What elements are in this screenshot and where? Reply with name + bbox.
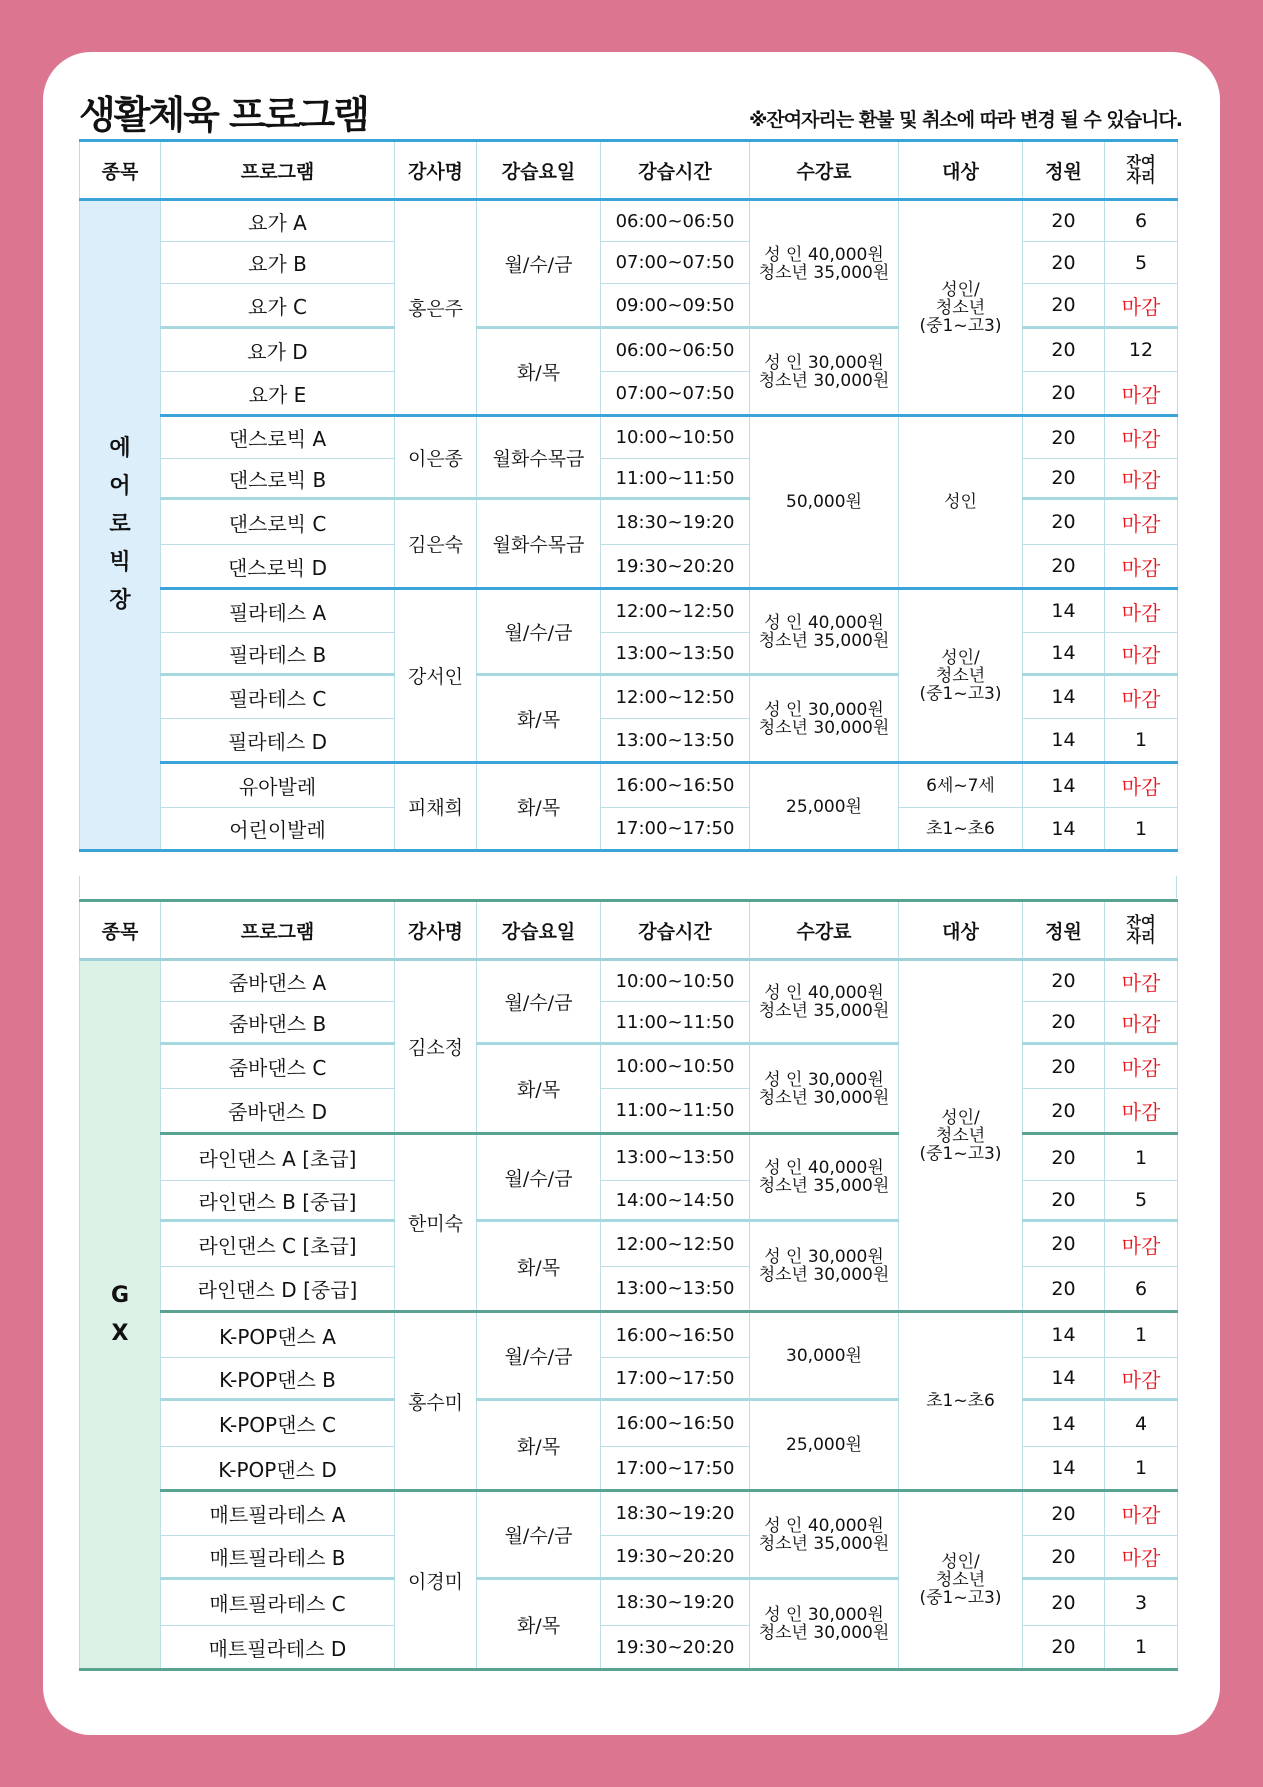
remaining-seats: 6 — [1105, 200, 1178, 242]
class-target: 6세~7세 — [899, 763, 1023, 808]
class-fee: 성 인 30,000원 청소년 30,000원 — [750, 1221, 899, 1312]
capacity: 20 — [1023, 372, 1105, 416]
capacity: 20 — [1023, 284, 1105, 328]
program-name: 매트필라테스 C — [161, 1579, 395, 1626]
remaining-seats: 마감 — [1105, 372, 1178, 416]
remaining-seats: 1 — [1105, 808, 1178, 851]
remaining-seats: 마감 — [1105, 1358, 1178, 1400]
program-name: 요가 A — [161, 200, 395, 242]
class-target: 초1~초6 — [899, 1312, 1023, 1491]
class-fee: 성 인 40,000원 청소년 35,000원 — [750, 200, 899, 328]
header-capacity: 정원 — [1023, 901, 1105, 960]
program-name: 필라테스 B — [161, 633, 395, 675]
remaining-seats: 마감 — [1105, 1002, 1178, 1044]
class-target: 성인/ 청소년 (중1~고3) — [899, 200, 1023, 416]
program-name: 댄스로빅 D — [161, 545, 395, 589]
capacity: 20 — [1023, 1491, 1105, 1536]
class-time: 18:30~19:20 — [601, 499, 750, 545]
program-name: 라인댄스 B [중급] — [161, 1181, 395, 1221]
remaining-seats: 5 — [1105, 242, 1178, 284]
class-days: 화/목 — [477, 1579, 601, 1670]
class-days: 월/수/금 — [477, 1134, 601, 1221]
class-time: 10:00~10:50 — [601, 416, 750, 459]
class-fee: 성 인 40,000원 청소년 35,000원 — [750, 1134, 899, 1221]
class-fee: 성 인 30,000원 청소년 30,000원 — [750, 1579, 899, 1670]
class-time: 14:00~14:50 — [601, 1181, 750, 1221]
instructor-name: 김은숙 — [395, 499, 477, 589]
header-days: 강습요일 — [477, 141, 601, 200]
class-time: 17:00~17:50 — [601, 808, 750, 851]
capacity: 14 — [1023, 633, 1105, 675]
class-time: 06:00~06:50 — [601, 200, 750, 242]
class-days: 월/수/금 — [477, 1312, 601, 1400]
header-time: 강습시간 — [601, 901, 750, 960]
class-time: 13:00~13:50 — [601, 1134, 750, 1181]
class-days: 월화수목금 — [477, 499, 601, 589]
header-fee: 수강료 — [750, 141, 899, 200]
program-name: 줌바댄스 B — [161, 1002, 395, 1044]
program-name: K-POP댄스 B — [161, 1358, 395, 1400]
class-fee: 성 인 30,000원 청소년 30,000원 — [750, 328, 899, 416]
program-name: 라인댄스 C [초급] — [161, 1221, 395, 1267]
program-name: 필라테스 A — [161, 589, 395, 633]
header-category: 종목 — [80, 901, 161, 960]
header-fee: 수강료 — [750, 901, 899, 960]
class-fee: 성 인 40,000원 청소년 35,000원 — [750, 1491, 899, 1579]
class-days: 월/수/금 — [477, 200, 601, 328]
class-time: 10:00~10:50 — [601, 960, 750, 1002]
class-days: 월/수/금 — [477, 589, 601, 675]
class-time: 06:00~06:50 — [601, 328, 750, 372]
class-time: 13:00~13:50 — [601, 719, 750, 763]
header-target: 대상 — [899, 141, 1023, 200]
header-time: 강습시간 — [601, 141, 750, 200]
program-name: 필라테스 C — [161, 675, 395, 719]
table-row — [80, 200, 1178, 242]
capacity: 20 — [1023, 416, 1105, 459]
class-fee: 25,000원 — [750, 763, 899, 851]
program-name: 라인댄스 D [중급] — [161, 1267, 395, 1312]
class-target: 성인/ 청소년 (중1~고3) — [899, 1491, 1023, 1670]
class-time: 18:30~19:20 — [601, 1491, 750, 1536]
header-capacity: 정원 — [1023, 141, 1105, 200]
class-target: 성인 — [899, 416, 1023, 589]
table-row — [80, 1491, 1178, 1536]
table-header — [80, 141, 1178, 200]
remaining-seats: 마감 — [1105, 1491, 1178, 1536]
class-time: 10:00~10:50 — [601, 1044, 750, 1089]
class-time: 12:00~12:50 — [601, 675, 750, 719]
class-time: 12:00~12:50 — [601, 1221, 750, 1267]
program-name: 유아발레 — [161, 763, 395, 808]
capacity: 20 — [1023, 1626, 1105, 1670]
category-gx: G X — [80, 960, 161, 1670]
program-name: 요가 E — [161, 372, 395, 416]
class-time: 16:00~16:50 — [601, 1312, 750, 1358]
class-target: 초1~초6 — [899, 808, 1023, 851]
class-days: 화/목 — [477, 1221, 601, 1312]
gx-schedule-table — [79, 899, 1178, 1671]
capacity: 20 — [1023, 1221, 1105, 1267]
remaining-seats: 마감 — [1105, 499, 1178, 545]
capacity: 20 — [1023, 242, 1105, 284]
class-days: 월/수/금 — [477, 1491, 601, 1579]
program-name: 요가 D — [161, 328, 395, 372]
capacity: 14 — [1023, 1358, 1105, 1400]
class-target: 성인/ 청소년 (중1~고3) — [899, 589, 1023, 763]
instructor-name: 강서인 — [395, 589, 477, 763]
program-name: 요가 C — [161, 284, 395, 328]
instructor-name: 이은종 — [395, 416, 477, 499]
remaining-seats: 마감 — [1105, 545, 1178, 589]
remaining-seats: 마감 — [1105, 1044, 1178, 1089]
program-name: 줌바댄스 A — [161, 960, 395, 1002]
remaining-seats: 마감 — [1105, 960, 1178, 1002]
class-time: 17:00~17:50 — [601, 1447, 750, 1491]
program-name: 어린이발레 — [161, 808, 395, 851]
remaining-seats: 4 — [1105, 1400, 1178, 1447]
instructor-name: 한미숙 — [395, 1134, 477, 1312]
class-days: 화/목 — [477, 763, 601, 851]
remaining-seats: 마감 — [1105, 1089, 1178, 1134]
table-row — [80, 1312, 1178, 1358]
program-name: 필라테스 D — [161, 719, 395, 763]
class-fee: 성 인 40,000원 청소년 35,000원 — [750, 960, 899, 1044]
program-name: K-POP댄스 D — [161, 1447, 395, 1491]
program-name: 댄스로빅 A — [161, 416, 395, 459]
class-fee: 30,000원 — [750, 1312, 899, 1400]
header-remaining: 잔여 자리 — [1105, 901, 1178, 960]
capacity: 20 — [1023, 328, 1105, 372]
instructor-name: 김소정 — [395, 960, 477, 1134]
class-time: 09:00~09:50 — [601, 284, 750, 328]
header-remaining: 잔여 자리 — [1105, 141, 1178, 200]
header-instructor: 강사명 — [395, 901, 477, 960]
table-row — [80, 416, 1178, 459]
header-program: 프로그램 — [161, 141, 395, 200]
class-time: 18:30~19:20 — [601, 1579, 750, 1626]
class-fee: 성 인 40,000원 청소년 35,000원 — [750, 589, 899, 675]
capacity: 20 — [1023, 1536, 1105, 1579]
program-name: 매트필라테스 B — [161, 1536, 395, 1579]
remaining-seats: 마감 — [1105, 1221, 1178, 1267]
table-header — [80, 901, 1178, 960]
class-time: 19:30~20:20 — [601, 545, 750, 589]
capacity: 20 — [1023, 545, 1105, 589]
capacity: 14 — [1023, 1312, 1105, 1358]
program-name: 요가 B — [161, 242, 395, 284]
table-row — [80, 808, 1178, 851]
remaining-seats: 마감 — [1105, 763, 1178, 808]
remaining-seats: 1 — [1105, 1134, 1178, 1181]
class-time: 16:00~16:50 — [601, 763, 750, 808]
capacity: 14 — [1023, 675, 1105, 719]
capacity: 14 — [1023, 763, 1105, 808]
capacity: 14 — [1023, 1400, 1105, 1447]
class-time: 11:00~11:50 — [601, 1002, 750, 1044]
class-time: 11:00~11:50 — [601, 1089, 750, 1134]
header-program: 프로그램 — [161, 901, 395, 960]
notice-text: ※잔여자리는 환불 및 취소에 따라 변경 될 수 있습니다. — [748, 109, 1182, 131]
page-title: 생활체육 프로그램 — [79, 93, 368, 137]
capacity: 14 — [1023, 589, 1105, 633]
program-name: 줌바댄스 C — [161, 1044, 395, 1089]
capacity: 20 — [1023, 1181, 1105, 1221]
class-time: 07:00~07:50 — [601, 242, 750, 284]
capacity: 20 — [1023, 1267, 1105, 1312]
capacity: 20 — [1023, 1579, 1105, 1626]
class-time: 13:00~13:50 — [601, 633, 750, 675]
remaining-seats: 5 — [1105, 1181, 1178, 1221]
program-name: 매트필라테스 A — [161, 1491, 395, 1536]
class-time: 13:00~13:50 — [601, 1267, 750, 1312]
program-name: 댄스로빅 B — [161, 459, 395, 499]
class-time: 11:00~11:50 — [601, 459, 750, 499]
class-days: 화/목 — [477, 1044, 601, 1134]
remaining-seats: 1 — [1105, 1447, 1178, 1491]
capacity: 20 — [1023, 1134, 1105, 1181]
class-time: 07:00~07:50 — [601, 372, 750, 416]
aerobic-schedule-table — [79, 139, 1178, 852]
capacity: 14 — [1023, 808, 1105, 851]
class-fee: 성 인 30,000원 청소년 30,000원 — [750, 675, 899, 763]
program-name: K-POP댄스 C — [161, 1400, 395, 1447]
instructor-name: 홍수미 — [395, 1312, 477, 1491]
remaining-seats: 마감 — [1105, 284, 1178, 328]
table-row — [80, 960, 1178, 1002]
instructor-name: 이경미 — [395, 1491, 477, 1670]
class-target: 성인/ 청소년 (중1~고3) — [899, 960, 1023, 1312]
class-fee: 50,000원 — [750, 416, 899, 589]
class-fee: 25,000원 — [750, 1400, 899, 1491]
remaining-seats: 1 — [1105, 1626, 1178, 1670]
remaining-seats: 1 — [1105, 719, 1178, 763]
instructor-name: 피채희 — [395, 763, 477, 851]
class-days: 월화수목금 — [477, 416, 601, 499]
class-days: 화/목 — [477, 1400, 601, 1491]
class-time: 17:00~17:50 — [601, 1358, 750, 1400]
program-name: 라인댄스 A [초급] — [161, 1134, 395, 1181]
capacity: 20 — [1023, 960, 1105, 1002]
class-days: 월/수/금 — [477, 960, 601, 1044]
capacity: 20 — [1023, 1002, 1105, 1044]
header-category: 종목 — [80, 141, 161, 200]
table-row — [80, 589, 1178, 633]
remaining-seats: 마감 — [1105, 589, 1178, 633]
program-name: K-POP댄스 A — [161, 1312, 395, 1358]
remaining-seats: 3 — [1105, 1579, 1178, 1626]
header-instructor: 강사명 — [395, 141, 477, 200]
table-row — [80, 763, 1178, 808]
capacity: 20 — [1023, 1089, 1105, 1134]
class-time: 19:30~20:20 — [601, 1626, 750, 1670]
header-days: 강습요일 — [477, 901, 601, 960]
capacity: 14 — [1023, 719, 1105, 763]
capacity: 20 — [1023, 499, 1105, 545]
class-time: 19:30~20:20 — [601, 1536, 750, 1579]
class-fee: 성 인 30,000원 청소년 30,000원 — [750, 1044, 899, 1134]
capacity: 14 — [1023, 1447, 1105, 1491]
class-time: 16:00~16:50 — [601, 1400, 750, 1447]
remaining-seats: 1 — [1105, 1312, 1178, 1358]
program-name: 매트필라테스 D — [161, 1626, 395, 1670]
capacity: 20 — [1023, 459, 1105, 499]
remaining-seats: 마감 — [1105, 416, 1178, 459]
category-aerobic: 에 어 로 빅 장 — [80, 200, 161, 851]
class-time: 12:00~12:50 — [601, 589, 750, 633]
capacity: 20 — [1023, 1044, 1105, 1089]
program-name: 댄스로빅 C — [161, 499, 395, 545]
remaining-seats: 마감 — [1105, 1536, 1178, 1579]
instructor-name: 홍은주 — [395, 200, 477, 416]
program-name: 줌바댄스 D — [161, 1089, 395, 1134]
header-target: 대상 — [899, 901, 1023, 960]
table-spacer — [79, 876, 1177, 898]
remaining-seats: 마감 — [1105, 633, 1178, 675]
remaining-seats: 12 — [1105, 328, 1178, 372]
class-days: 화/목 — [477, 675, 601, 763]
remaining-seats: 마감 — [1105, 675, 1178, 719]
class-days: 화/목 — [477, 328, 601, 416]
remaining-seats: 6 — [1105, 1267, 1178, 1312]
capacity: 20 — [1023, 200, 1105, 242]
remaining-seats: 마감 — [1105, 459, 1178, 499]
